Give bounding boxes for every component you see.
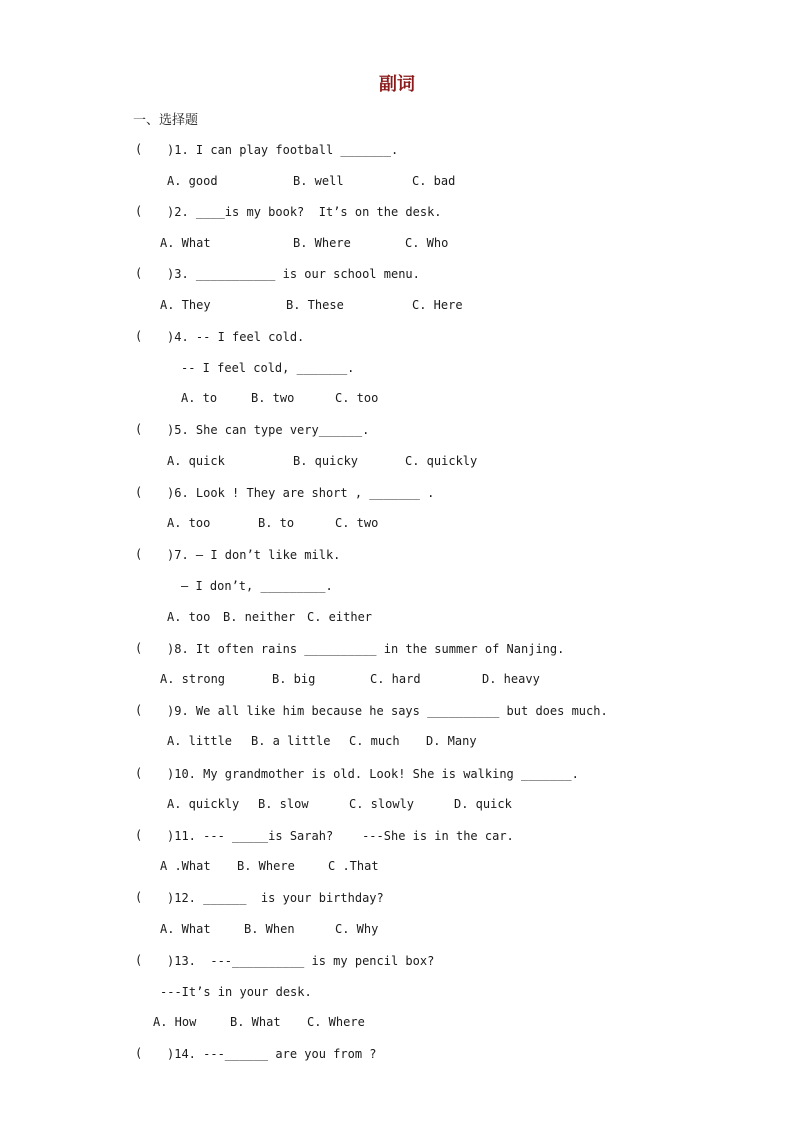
question-stem: )11. --- _____is Sarah? ---She is in the car. bbox=[167, 829, 514, 843]
answer-paren: ( bbox=[135, 329, 143, 343]
answer-option: A. little bbox=[167, 734, 233, 748]
question-stem: )9. We all like him because he says __________ but does much. bbox=[167, 704, 608, 718]
answer-paren: ( bbox=[135, 828, 143, 842]
answer-option: B. What bbox=[230, 1015, 281, 1029]
answer-option: D. Many bbox=[426, 734, 477, 748]
question-stem: )8. It often rains __________ in the summer of Nanjing. bbox=[167, 642, 565, 656]
answer-option: C. slowly bbox=[349, 797, 415, 811]
answer-option: A. They bbox=[160, 298, 211, 312]
answer-paren: ( bbox=[135, 422, 143, 436]
answer-paren: ( bbox=[135, 953, 143, 967]
answer-option: D. heavy bbox=[482, 672, 540, 686]
answer-option: A. strong bbox=[160, 672, 226, 686]
answer-option: B. These bbox=[286, 298, 344, 312]
answer-paren: ( bbox=[135, 547, 143, 561]
question-stem: )10. My grandmother is old. Look! She is walking _______. bbox=[167, 767, 579, 781]
answer-paren: ( bbox=[135, 204, 143, 218]
answer-option: A. to bbox=[181, 391, 218, 405]
answer-option: A. What bbox=[160, 236, 211, 250]
answer-option: A .What bbox=[160, 859, 211, 873]
question-stem: )12. ______ is your birthday? bbox=[167, 891, 384, 905]
answer-option: B. slow bbox=[258, 797, 309, 811]
question-stem: )3. ___________ is our school menu. bbox=[167, 267, 420, 281]
answer-paren: ( bbox=[135, 485, 143, 499]
answer-paren: ( bbox=[135, 641, 143, 655]
answer-option: B. a little bbox=[251, 734, 331, 748]
answer-option: C. either bbox=[307, 610, 373, 624]
answer-option: D. quick bbox=[454, 797, 512, 811]
answer-option: B. Where bbox=[237, 859, 295, 873]
answer-option: B. When bbox=[244, 922, 295, 936]
answer-paren: ( bbox=[135, 1046, 143, 1060]
question-stem: )13. ---__________ is my pencil box? bbox=[167, 954, 435, 968]
section-heading: 一、选择题 bbox=[133, 113, 199, 128]
answer-option: A. good bbox=[167, 174, 218, 188]
question-dialogue-line: ---It’s in your desk. bbox=[160, 985, 312, 999]
question-stem: )4. -- I feel cold. bbox=[167, 330, 305, 344]
answer-option: C. Where bbox=[307, 1015, 365, 1029]
answer-option: C. too bbox=[335, 391, 379, 405]
answer-option: C. much bbox=[349, 734, 400, 748]
answer-option: C. Why bbox=[335, 922, 379, 936]
question-stem: )1. I can play football _______. bbox=[167, 143, 399, 157]
answer-option: B. Where bbox=[293, 236, 351, 250]
answer-option: C. two bbox=[335, 516, 379, 530]
answer-option: B. well bbox=[293, 174, 344, 188]
answer-option: C. quickly bbox=[405, 454, 478, 468]
answer-option: B. neither bbox=[223, 610, 296, 624]
answer-option: A. quickly bbox=[167, 797, 240, 811]
answer-option: C. hard bbox=[370, 672, 421, 686]
answer-option: A. quick bbox=[167, 454, 225, 468]
answer-option: A. too bbox=[167, 610, 211, 624]
question-stem: )5. She can type very______. bbox=[167, 423, 370, 437]
answer-option: B. big bbox=[272, 672, 316, 686]
answer-paren: ( bbox=[135, 766, 143, 780]
question-stem: )2. ____is my book? It’s on the desk. bbox=[167, 205, 442, 219]
answer-option: C. Here bbox=[412, 298, 463, 312]
answer-option: B. quicky bbox=[293, 454, 359, 468]
answer-option: A. What bbox=[160, 922, 211, 936]
answer-option: C. Who bbox=[405, 236, 449, 250]
answer-paren: ( bbox=[135, 703, 143, 717]
answer-paren: ( bbox=[135, 142, 143, 156]
answer-option: C. bad bbox=[412, 174, 456, 188]
answer-option: B. to bbox=[258, 516, 295, 530]
question-stem: )6. Look ! They are short , _______ . bbox=[167, 486, 435, 500]
answer-option: A. How bbox=[153, 1015, 197, 1029]
question-dialogue-line: — I don’t, _________. bbox=[181, 579, 333, 593]
question-stem: )14. ---______ are you from ? bbox=[167, 1047, 377, 1061]
answer-paren: ( bbox=[135, 890, 143, 904]
page-title: 副词 bbox=[379, 74, 415, 95]
question-stem: )7. — I don’t like milk. bbox=[167, 548, 341, 562]
answer-option: B. two bbox=[251, 391, 295, 405]
question-dialogue-line: -- I feel cold, _______. bbox=[181, 361, 355, 375]
answer-option: C .That bbox=[328, 859, 379, 873]
answer-option: A. too bbox=[167, 516, 211, 530]
answer-paren: ( bbox=[135, 266, 143, 280]
